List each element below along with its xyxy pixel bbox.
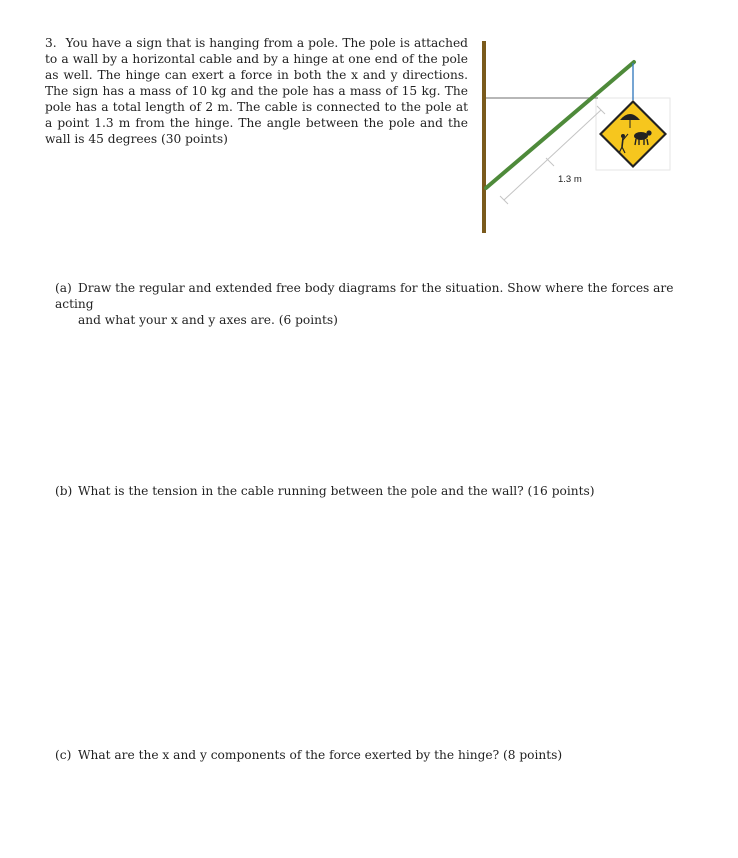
wall: [482, 41, 486, 233]
dimension-label: 1.3 m: [558, 174, 582, 185]
part-a-label: (a): [55, 281, 72, 295]
part-a-text-line1: Draw the regular and extended free body diagrams for the situation. Show where the forces are acting: [55, 281, 674, 311]
pole-sign-diagram: [478, 36, 678, 236]
problem-statement: [45, 35, 468, 147]
part-c-label: (c): [55, 748, 72, 762]
problem-number: 3.: [45, 36, 57, 50]
part-b-label: (b): [55, 484, 73, 498]
problem-body: You have a sign that is hanging from a pole. The pole is attached to a wall by a horizontal cable and by a hinge at one end of the pole as well. The hinge can exert a force in both the x and y directions. The sign has a mass of 10 kg and the pole has a mass of 15 kg. The pole has a total length of 2 m. The cable is connected to the pole at a point 1.3 m from the hinge. The angle between the pole and the wall is 45 degrees (30 points): [45, 36, 468, 146]
question-part-c: [55, 747, 675, 763]
part-c-text: What are the x and y components of the force exerted by the hinge? (8 points): [78, 748, 563, 762]
dimension-line: [500, 106, 605, 204]
part-a-text-line2: and what your x and y axes are. (6 points): [78, 313, 338, 327]
question-part-b: [55, 483, 675, 499]
question-part-a: [55, 280, 675, 328]
part-b-text: What is the tension in the cable running between the pole and the wall? (16 points): [78, 484, 595, 498]
